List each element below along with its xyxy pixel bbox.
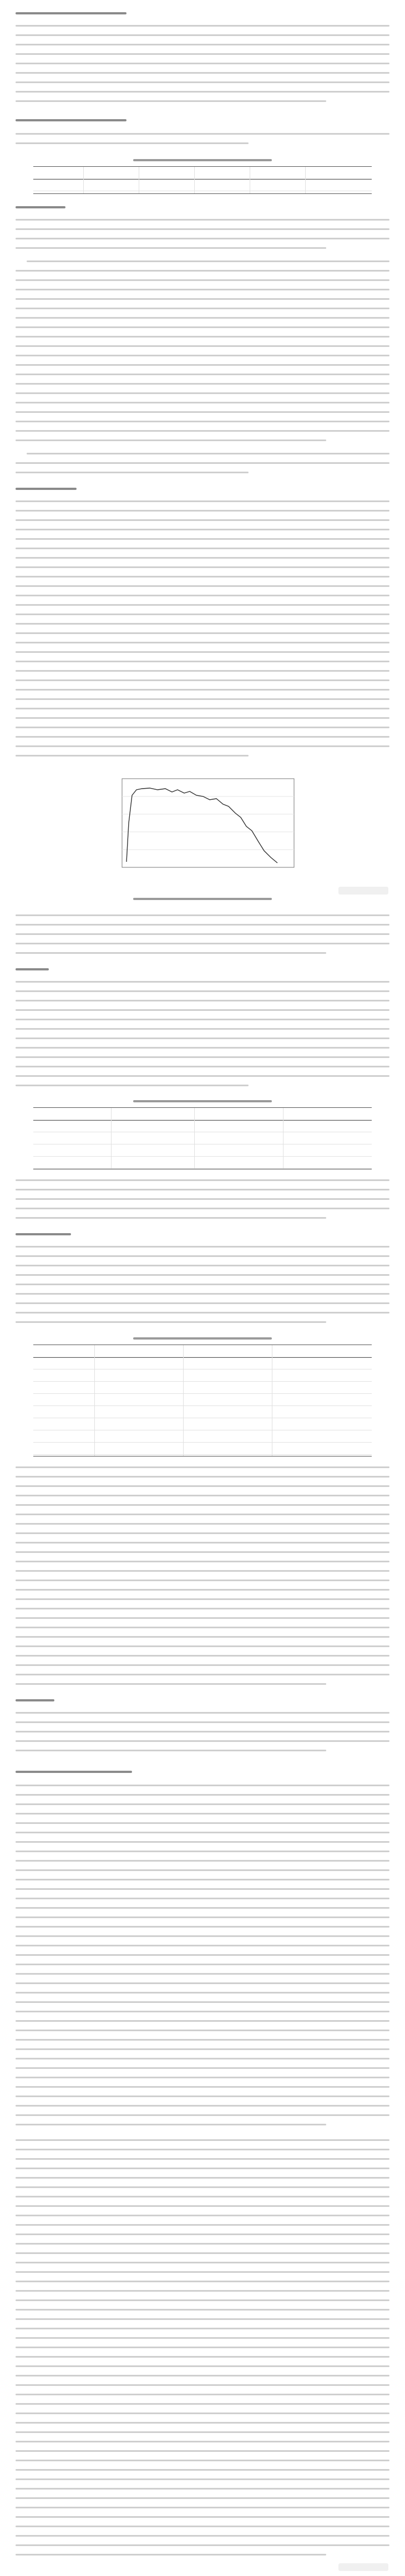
text-line bbox=[16, 2328, 389, 2329]
text-line bbox=[16, 557, 389, 559]
text-line bbox=[16, 924, 389, 926]
text-line bbox=[16, 1851, 389, 1852]
text-line bbox=[16, 1655, 389, 1657]
text-line bbox=[16, 2488, 389, 2490]
text-line bbox=[16, 472, 249, 473]
text-line bbox=[16, 1822, 389, 1824]
text-line bbox=[16, 2243, 389, 2245]
text-line bbox=[16, 345, 389, 347]
table bbox=[33, 1107, 372, 1169]
text-line bbox=[16, 1803, 389, 1805]
text-line bbox=[16, 1019, 389, 1020]
text-line bbox=[16, 1284, 389, 1285]
text-line bbox=[16, 566, 389, 568]
text-line bbox=[16, 1466, 389, 1468]
text-line bbox=[16, 1189, 389, 1190]
text-line bbox=[16, 2403, 389, 2405]
text-line bbox=[16, 1561, 389, 1562]
text-line bbox=[16, 2067, 389, 2069]
text-line bbox=[16, 1860, 389, 1862]
text-line bbox=[16, 1964, 389, 1965]
text-line bbox=[16, 623, 389, 625]
text-line bbox=[16, 1794, 389, 1796]
text-line bbox=[16, 1750, 326, 1751]
text-line bbox=[16, 1321, 326, 1323]
table-header bbox=[33, 167, 372, 180]
text-line bbox=[16, 1037, 389, 1039]
text-line bbox=[16, 247, 326, 249]
text-line bbox=[16, 1542, 389, 1543]
text-line bbox=[16, 1056, 389, 1058]
text-line bbox=[16, 439, 326, 441]
section-heading bbox=[16, 1771, 132, 1773]
text-line bbox=[16, 2347, 389, 2348]
table-caption bbox=[133, 1337, 272, 1340]
text-line bbox=[16, 2356, 389, 2358]
text-line bbox=[16, 1841, 389, 1843]
text-line bbox=[16, 2168, 389, 2169]
text-line bbox=[16, 2186, 389, 2188]
text-line bbox=[16, 1916, 389, 1918]
table-caption bbox=[133, 159, 272, 161]
text-line bbox=[16, 2384, 389, 2386]
text-line bbox=[16, 430, 389, 432]
text-line bbox=[16, 1627, 389, 1628]
text-line bbox=[16, 1075, 389, 1077]
text-line bbox=[16, 2281, 389, 2282]
text-line bbox=[16, 595, 389, 596]
text-line bbox=[16, 308, 389, 309]
text-line bbox=[16, 2535, 389, 2537]
text-line bbox=[16, 2526, 389, 2527]
text-line bbox=[16, 2149, 389, 2150]
table bbox=[33, 166, 372, 194]
text-line bbox=[16, 374, 389, 375]
subsection-heading bbox=[16, 968, 49, 970]
text-line bbox=[16, 2469, 389, 2471]
text-line bbox=[16, 2233, 389, 2235]
text-line bbox=[16, 298, 389, 300]
text-line bbox=[16, 1721, 389, 1723]
transmission-curve-figure bbox=[100, 773, 305, 890]
text-line bbox=[16, 91, 389, 93]
text-line bbox=[16, 1265, 389, 1266]
text-line bbox=[16, 63, 389, 64]
text-line bbox=[16, 1274, 389, 1276]
text-line bbox=[16, 462, 389, 464]
text-line bbox=[16, 336, 389, 338]
text-line bbox=[16, 44, 389, 45]
text-line bbox=[16, 1476, 389, 1478]
text-line bbox=[16, 72, 389, 74]
text-line bbox=[16, 1217, 326, 1219]
text-line bbox=[16, 1598, 389, 1600]
text-line bbox=[16, 1636, 389, 1638]
text-line bbox=[16, 2020, 389, 2022]
text-line bbox=[16, 411, 389, 413]
text-line bbox=[16, 2441, 389, 2442]
text-line bbox=[16, 1246, 389, 1248]
text-line bbox=[16, 2450, 389, 2452]
text-line bbox=[16, 228, 389, 230]
text-line bbox=[16, 755, 249, 757]
text-line bbox=[16, 2544, 389, 2546]
text-line bbox=[16, 1945, 389, 1946]
section-heading bbox=[16, 119, 126, 121]
text-line bbox=[16, 1198, 389, 1200]
text-line bbox=[16, 1608, 389, 1609]
text-line bbox=[16, 2365, 389, 2367]
text-line bbox=[16, 133, 389, 135]
text-line bbox=[16, 642, 389, 643]
text-line bbox=[16, 2516, 389, 2518]
text-line bbox=[16, 1255, 389, 1257]
text-line bbox=[16, 1504, 389, 1506]
watermark bbox=[338, 887, 388, 895]
text-line bbox=[16, 1898, 389, 1899]
text-line bbox=[16, 270, 389, 272]
text-line bbox=[16, 1888, 389, 1890]
text-line bbox=[16, 2318, 389, 2320]
text-line bbox=[16, 500, 389, 502]
text-line bbox=[16, 2139, 389, 2141]
text-line bbox=[16, 2001, 389, 2003]
text-line bbox=[16, 383, 389, 385]
text-line bbox=[27, 453, 389, 454]
text-line bbox=[16, 1683, 326, 1685]
text-line bbox=[16, 2224, 389, 2226]
text-line bbox=[16, 53, 389, 55]
text-line bbox=[16, 2394, 389, 2395]
text-line bbox=[16, 1879, 389, 1880]
text-line bbox=[16, 717, 389, 719]
text-line bbox=[16, 2058, 389, 2059]
text-line bbox=[16, 745, 389, 747]
text-line bbox=[16, 1066, 389, 1067]
text-line bbox=[16, 1551, 389, 1553]
table-header bbox=[33, 1108, 372, 1121]
section-heading bbox=[16, 12, 126, 14]
text-line bbox=[16, 2290, 389, 2292]
text-line bbox=[16, 1179, 389, 1181]
text-line bbox=[16, 990, 389, 992]
text-line bbox=[16, 142, 249, 144]
text-line bbox=[16, 2030, 389, 2031]
text-line bbox=[16, 2271, 389, 2273]
text-line bbox=[16, 2507, 389, 2508]
text-line bbox=[16, 1926, 389, 1928]
text-line bbox=[16, 943, 389, 944]
text-line bbox=[16, 1000, 389, 1001]
text-line bbox=[16, 1485, 389, 1487]
text-line bbox=[16, 2375, 389, 2376]
text-line bbox=[27, 260, 389, 262]
text-line bbox=[16, 576, 389, 577]
table-header bbox=[33, 1345, 372, 1358]
table bbox=[33, 1345, 372, 1456]
text-line bbox=[16, 2011, 389, 2012]
text-line bbox=[16, 1813, 389, 1815]
text-line bbox=[16, 1712, 389, 1714]
text-line bbox=[16, 392, 389, 394]
text-line bbox=[16, 219, 389, 221]
text-line bbox=[16, 2262, 389, 2263]
text-line bbox=[16, 355, 389, 356]
text-line bbox=[16, 679, 389, 681]
text-line bbox=[16, 736, 389, 738]
text-line bbox=[16, 952, 326, 954]
text-line bbox=[16, 2124, 326, 2125]
text-line bbox=[16, 1495, 389, 1496]
text-line bbox=[16, 661, 389, 662]
text-line bbox=[16, 2299, 389, 2301]
subsection-heading bbox=[16, 1233, 71, 1235]
figure-caption bbox=[133, 898, 272, 900]
text-line bbox=[16, 2177, 389, 2179]
text-line bbox=[16, 1085, 249, 1086]
text-line bbox=[16, 1674, 389, 1675]
table-caption bbox=[133, 1100, 272, 1102]
text-line bbox=[16, 100, 326, 102]
text-line bbox=[16, 1731, 389, 1732]
text-line bbox=[16, 981, 389, 983]
text-line bbox=[16, 529, 389, 530]
text-line bbox=[16, 1740, 389, 1742]
text-line bbox=[16, 1645, 389, 1647]
text-line bbox=[16, 1664, 389, 1666]
text-line bbox=[16, 2478, 389, 2480]
text-line bbox=[16, 651, 389, 653]
text-line bbox=[16, 2554, 326, 2555]
text-line bbox=[16, 421, 389, 422]
text-line bbox=[16, 2309, 389, 2311]
text-line bbox=[16, 1869, 389, 1871]
text-line bbox=[16, 2252, 389, 2254]
text-line bbox=[16, 604, 389, 606]
text-line bbox=[16, 2431, 389, 2433]
text-line bbox=[16, 914, 389, 916]
text-line bbox=[16, 689, 389, 691]
text-line bbox=[16, 708, 389, 709]
text-line bbox=[16, 2039, 389, 2041]
text-line bbox=[16, 1832, 389, 1833]
text-line bbox=[16, 585, 389, 587]
text-line bbox=[16, 2460, 389, 2461]
text-line bbox=[16, 1312, 389, 1313]
text-line bbox=[16, 1580, 389, 1581]
text-line bbox=[16, 2497, 389, 2499]
text-line bbox=[16, 1293, 389, 1295]
text-line bbox=[16, 1992, 389, 1994]
subsection-heading bbox=[16, 1699, 54, 1701]
text-line bbox=[16, 25, 389, 27]
text-line bbox=[16, 1617, 389, 1619]
text-line bbox=[16, 614, 389, 615]
text-line bbox=[16, 2205, 389, 2207]
subsection-heading bbox=[16, 488, 77, 490]
transmission-curve bbox=[126, 788, 277, 863]
text-line bbox=[16, 1523, 389, 1525]
text-line bbox=[16, 933, 389, 935]
text-line bbox=[16, 2158, 389, 2160]
text-line bbox=[16, 1785, 389, 1786]
text-line bbox=[16, 326, 389, 328]
text-line bbox=[16, 1009, 389, 1011]
text-line bbox=[16, 698, 389, 700]
text-line bbox=[16, 2077, 389, 2078]
text-line bbox=[16, 1047, 389, 1049]
text-line bbox=[16, 1028, 389, 1030]
text-line bbox=[16, 1514, 389, 1515]
plot-frame bbox=[122, 779, 294, 867]
text-line bbox=[16, 2422, 389, 2424]
text-line bbox=[16, 2337, 389, 2339]
text-line bbox=[16, 402, 389, 403]
text-line bbox=[16, 1935, 389, 1937]
text-line bbox=[16, 364, 389, 366]
text-line bbox=[16, 1208, 389, 1209]
text-line bbox=[16, 2196, 389, 2197]
text-line bbox=[16, 1302, 389, 1304]
text-line bbox=[16, 632, 389, 634]
text-line bbox=[16, 238, 389, 239]
text-line bbox=[16, 670, 389, 672]
text-line bbox=[16, 2114, 389, 2116]
text-line bbox=[16, 510, 389, 512]
text-line bbox=[16, 279, 389, 281]
text-line bbox=[16, 2048, 389, 2050]
text-line bbox=[16, 289, 389, 290]
text-line bbox=[16, 1982, 389, 1984]
text-line bbox=[16, 1589, 389, 1591]
text-line bbox=[16, 1532, 389, 1534]
text-line bbox=[16, 2086, 389, 2088]
text-line bbox=[16, 1907, 389, 1909]
watermark bbox=[338, 2563, 388, 2571]
text-line bbox=[16, 34, 389, 36]
text-line bbox=[16, 2095, 389, 2097]
subsection-heading bbox=[16, 206, 65, 208]
text-line bbox=[16, 2413, 389, 2414]
text-line bbox=[16, 81, 389, 83]
text-line bbox=[16, 2105, 389, 2107]
text-line bbox=[16, 548, 389, 549]
text-line bbox=[16, 519, 389, 521]
text-line bbox=[16, 1973, 389, 1975]
text-line bbox=[16, 317, 389, 319]
text-line bbox=[16, 1954, 389, 1956]
text-line bbox=[16, 1570, 389, 1572]
text-line bbox=[16, 727, 389, 728]
text-line bbox=[16, 538, 389, 540]
text-line bbox=[16, 2215, 389, 2216]
